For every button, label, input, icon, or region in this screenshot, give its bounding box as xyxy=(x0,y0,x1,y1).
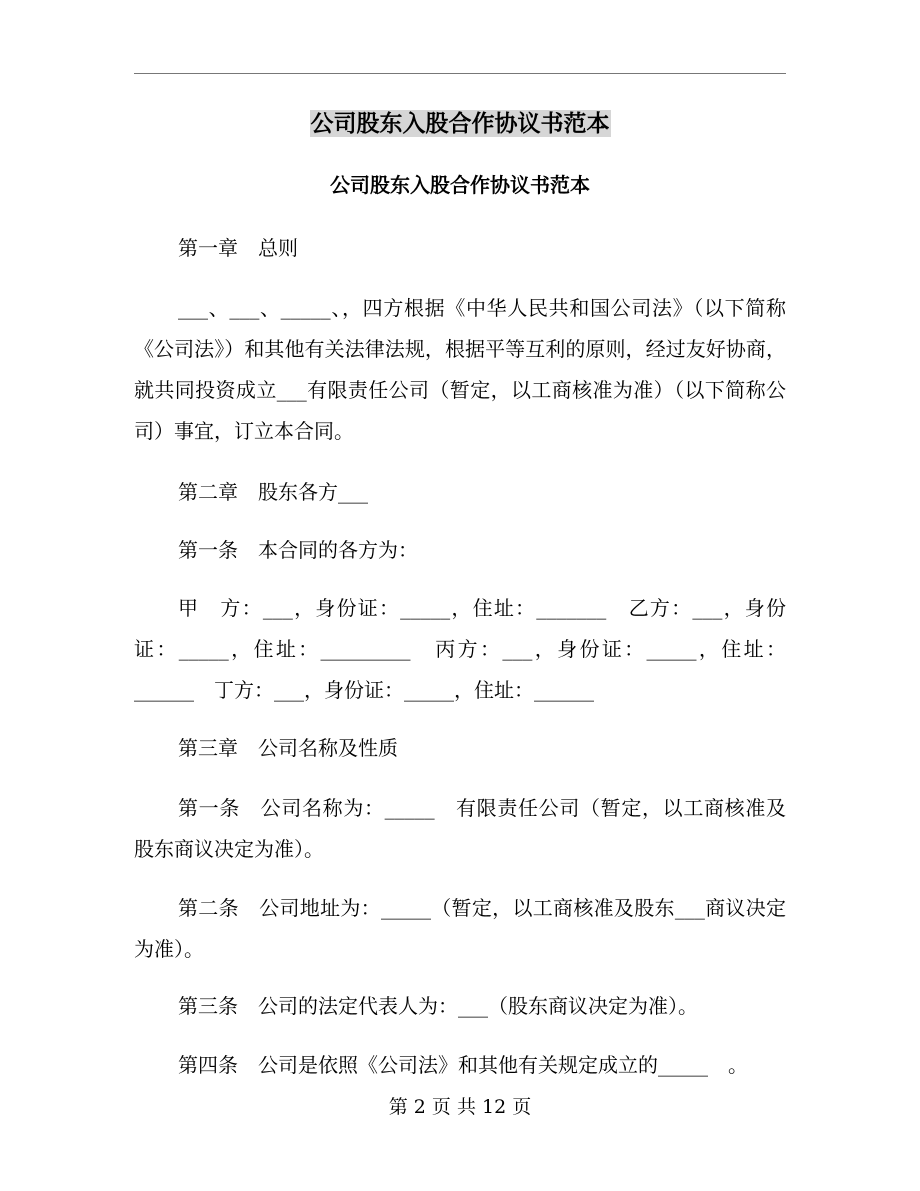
page-footer: 第 2 页 共 12 页 xyxy=(388,1096,532,1118)
chapter-heading: 第一章 总则 xyxy=(178,236,298,260)
article-paragraph: 第四条 公司是依照《公司法》和其他有关规定成立的_____ 。 xyxy=(178,1053,748,1077)
article-paragraph: 第一条 本合同的各方为： xyxy=(178,538,418,562)
document-subtitle: 公司股东入股合作协议书范本 xyxy=(330,173,590,197)
chapter-heading: 第二章 股东各方___ xyxy=(178,480,368,504)
article-paragraph: 第一条 公司名称为：_____ 有限责任公司（暂定，以工商核准及股东商议决定为准）。 xyxy=(134,796,786,861)
header-rule xyxy=(134,73,786,74)
article-paragraph: 第三条 公司的法定代表人为：___（股东商议决定为准）。 xyxy=(178,994,698,1018)
parties-paragraph: 甲 方：___，身份证：_____，住址：_______ 乙方：___，身份证：_____，住址：_________ 丙方：___，身份证：_____，住址：______ 丁方：___，身份证：_____，住址：______ xyxy=(134,596,786,702)
document-title xyxy=(0,104,920,144)
chapter-heading: 第三章 公司名称及性质 xyxy=(178,736,398,760)
article-paragraph: 第二条 公司地址为：_____（暂定，以工商核准及股东___商议决定为准）。 xyxy=(134,896,786,961)
document-title-text: 公司股东入股合作协议书范本 xyxy=(310,110,610,137)
body-paragraph: ___、___、_____、，四方根据《中华人民共和国公司法》（以下简称《公司法》）和其他有关法律法规，根据平等互利的原则，经过友好协商，就共同投资成立___有限责任公司（暂定，以工商核准为准）（以下简称公司）事宜，订立本合同。 xyxy=(134,296,786,443)
